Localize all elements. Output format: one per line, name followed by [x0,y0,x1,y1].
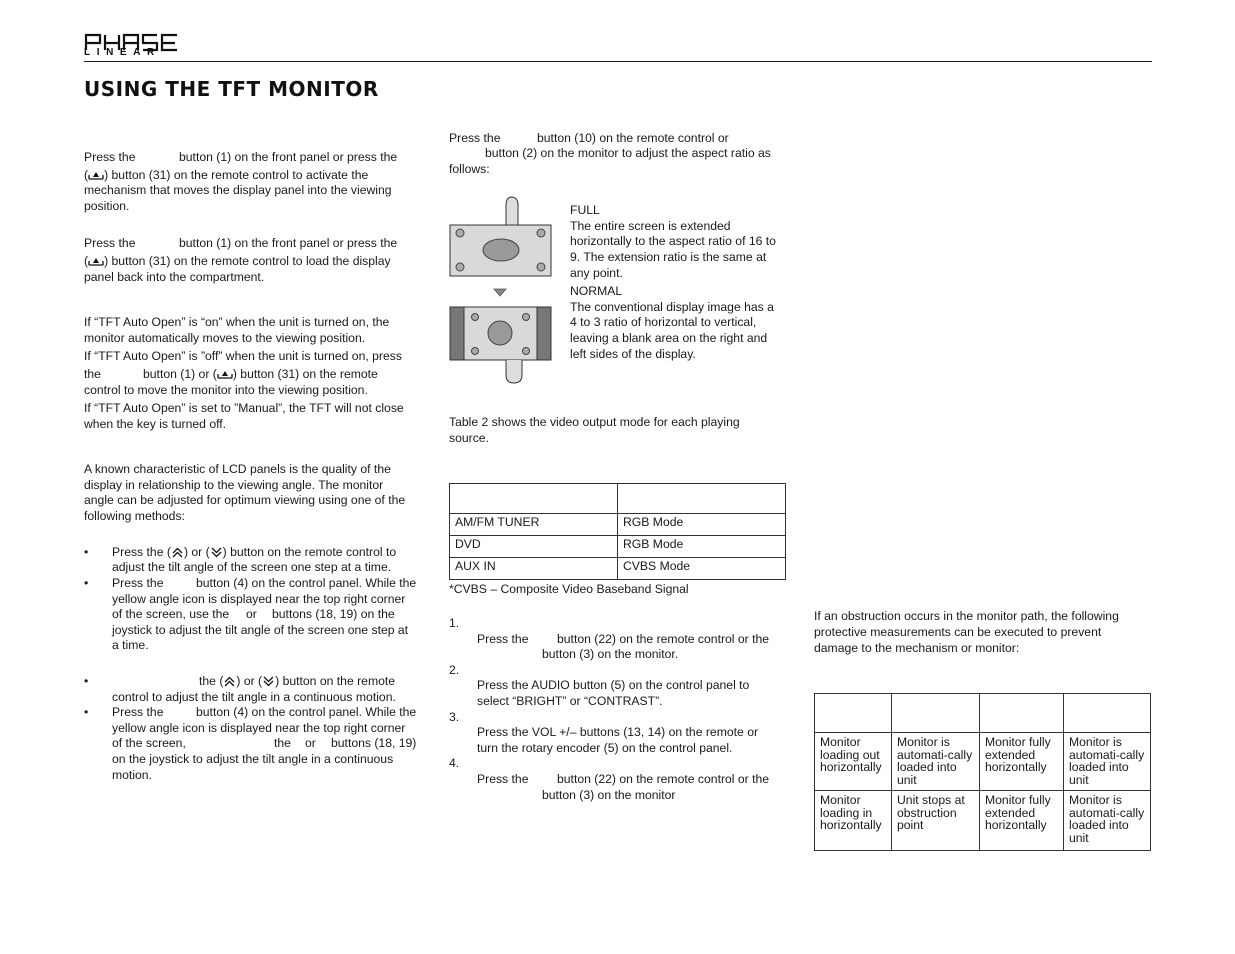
text-line: buttons (18, 19) [331,736,417,750]
step-number: 1. [449,616,460,630]
text-line: Press the [477,772,529,786]
text-line: horizontally to the aspect ratio of 16 to [570,234,776,248]
text-line: select “BRIGHT” or “CONTRAST”. [477,694,663,708]
step-number: 2. [449,663,460,677]
text-line: left sides of the display. [570,347,696,361]
text-line: or [305,736,316,750]
table-cell: Unit stops at obstruction point [892,791,980,851]
text-line: Press the VOL +/– buttons (13, 14) on the remote or [477,725,759,739]
text-line: on the joystick to adjust the tilt angle in a continuous [112,752,394,766]
text-line: motion. [112,768,152,782]
text-line: button (1) or ( ) button (31) on the remote [143,367,378,381]
table-header-row [815,694,1151,733]
text-line: adjust the tilt angle of the screen one step at a time. [112,560,392,574]
text-line: button (2) on the monitor to adjust the aspect ratio as [485,146,771,160]
text-line: button (22) on the remote control or the [557,632,770,646]
text-line: following methods: [84,509,185,523]
text-line: Press the [477,632,529,646]
text-line: the ( ) or ( ) button on the remote [199,674,396,688]
text-line: Press the AUDIO button (5) on the control panel to [477,678,750,692]
text-line: control to adjust the tilt angle in a continuous motion. [112,690,396,704]
tilt-down-icon [210,546,223,559]
text-line: If “TFT Auto Open” is set to ”Manual”, the TFT will not close [84,401,404,415]
text-line: Press the [112,576,164,590]
text-line: 9. The extension ratio is the same at [570,250,767,264]
table-cell: Monitor fully extended horizontally [980,791,1064,851]
text-line: button (3) on the monitor. [542,647,679,661]
text-line: monitor automatically moves to the viewing position. [84,331,366,345]
table-cell: Monitor is automati-cally loaded into unit [1064,733,1151,791]
tilt-up-icon [223,675,236,688]
text-line: any point. [570,266,623,280]
text-line: turn the rotary encoder (5) on the control panel. [477,741,733,755]
text-line: A known characteristic of LCD panels is the quality of the [84,462,391,476]
table-cell: Monitor loading in horizontally [815,791,892,851]
table-cell: Monitor is automati-cally loaded into unit [892,733,980,791]
table-cell: Monitor is automati-cally loaded into unit [1064,791,1151,851]
table-header-cell [450,484,618,514]
table-cell: DVD [450,536,618,558]
brand-logo-subtext: LINEAR [84,47,161,58]
table-header-cell [980,694,1064,733]
text-line: follows: [449,162,490,176]
text-line: button (3) on the monitor [542,788,676,802]
text-line: of the screen, use the [112,607,230,621]
eject-icon [88,170,104,181]
page-title: USING THE TFT MONITOR [84,77,379,101]
text-line: If “TFT Auto Open” is ”off” when the unit is turned on, press [84,349,402,363]
text-line: the [274,736,291,750]
text-line: panel back into the compartment. [84,270,265,284]
text-line: protective measurements can be executed to prevent [814,625,1102,639]
text-line: The entire screen is extended [570,219,731,233]
table-header-cell [815,694,892,733]
text-line: Press the [84,150,136,164]
table-cell: CVBS Mode [618,558,786,580]
table-cell: RGB Mode [618,514,786,536]
text-line: Press the [84,236,136,250]
arrow-down-icon [493,288,507,297]
header-rule [84,61,1152,62]
text-line: button (4) on the control panel. While the [196,705,417,719]
table-header-cell [618,484,786,514]
text-line: Press the [112,705,164,719]
bullet-marker: • [84,576,89,590]
table-row [450,536,786,558]
text-line: source. [449,431,489,445]
text-line: button (22) on the remote control or the [557,772,770,786]
text-line: damage to the mechanism or monitor: [814,641,1020,655]
text-line: button (1) on the front panel or press the [179,236,398,250]
text-line: control to move the monitor into the viewing position. [84,383,368,397]
text-line: leaving a blank area on the right and [570,331,768,345]
table-row [450,514,786,536]
text-line: 4 to 3 ratio of horizontal to vertical, [570,315,757,329]
text-line: of the screen, [112,736,186,750]
text-line: position. [84,199,130,213]
text-line: yellow angle icon is displayed near the top right corner [112,721,406,735]
text-line: when the key is turned off. [84,417,227,431]
text-line: buttons (18, 19) on the [272,607,395,621]
table-header-cell [1064,694,1151,733]
text-line: joystick to adjust the tilt angle of the screen one step at [112,623,409,637]
text-line: button (1) on the front panel or press the [179,150,398,164]
text-line: button (10) on the remote control or [537,131,729,145]
text-line: Press the ( ) or ( ) button on the remote control to [112,545,397,559]
table-cell: AM/FM TUNER [450,514,618,536]
step-number: 4. [449,756,460,770]
table-footnote: *CVBS – Composite Video Baseband Signal [449,582,689,596]
bullet-marker: • [84,545,89,559]
table-header-cell [892,694,980,733]
table-cell: RGB Mode [618,536,786,558]
table-cell: Monitor loading out horizontally [815,733,892,791]
text-line: mechanism that moves the display panel into the viewing [84,183,392,197]
eject-icon [88,256,104,267]
text-line: a time. [112,638,149,652]
text-line: ( ) button (31) on the remote control to load the display [84,254,391,268]
mode-label-full: FULL [570,203,600,217]
full-mode-screen-illustration [448,196,554,278]
table-row [450,558,786,580]
text-line: the [84,367,101,381]
bullet-marker: • [84,705,89,719]
mode-label-normal: NORMAL [570,284,623,298]
text-line: If an obstruction occurs in the monitor path, the following [814,609,1119,623]
tilt-up-icon [171,546,184,559]
text-line: button (4) on the control panel. While the [196,576,417,590]
table-header-row [450,484,786,514]
text-line: or [246,607,257,621]
step-number: 3. [449,710,460,724]
tilt-down-icon [262,675,275,688]
bullet-marker: • [84,674,89,688]
text-line: display in relationship to the viewing angle. The monitor [84,478,384,492]
table-cell: Monitor fully extended horizontally [980,733,1064,791]
normal-mode-screen-illustration [448,305,554,385]
text-line: If “TFT Auto Open” is “on” when the unit is turned on, the [84,315,390,329]
video-output-table [449,483,786,580]
eject-icon [217,369,233,380]
obstruction-table [814,693,1151,851]
text-line: Press the [449,131,501,145]
text-line: yellow angle icon is displayed near the top right corner [112,592,406,606]
text-line: angle can be adjusted for optimum viewing using one of the [84,493,406,507]
table-row [815,733,1151,791]
text-line: Table 2 shows the video output mode for each playing [449,415,740,429]
text-line: ( ) button (31) on the remote control to activate the [84,168,369,182]
text-line: The conventional display image has a [570,300,774,314]
table-row [815,791,1151,851]
table-cell: AUX IN [450,558,618,580]
